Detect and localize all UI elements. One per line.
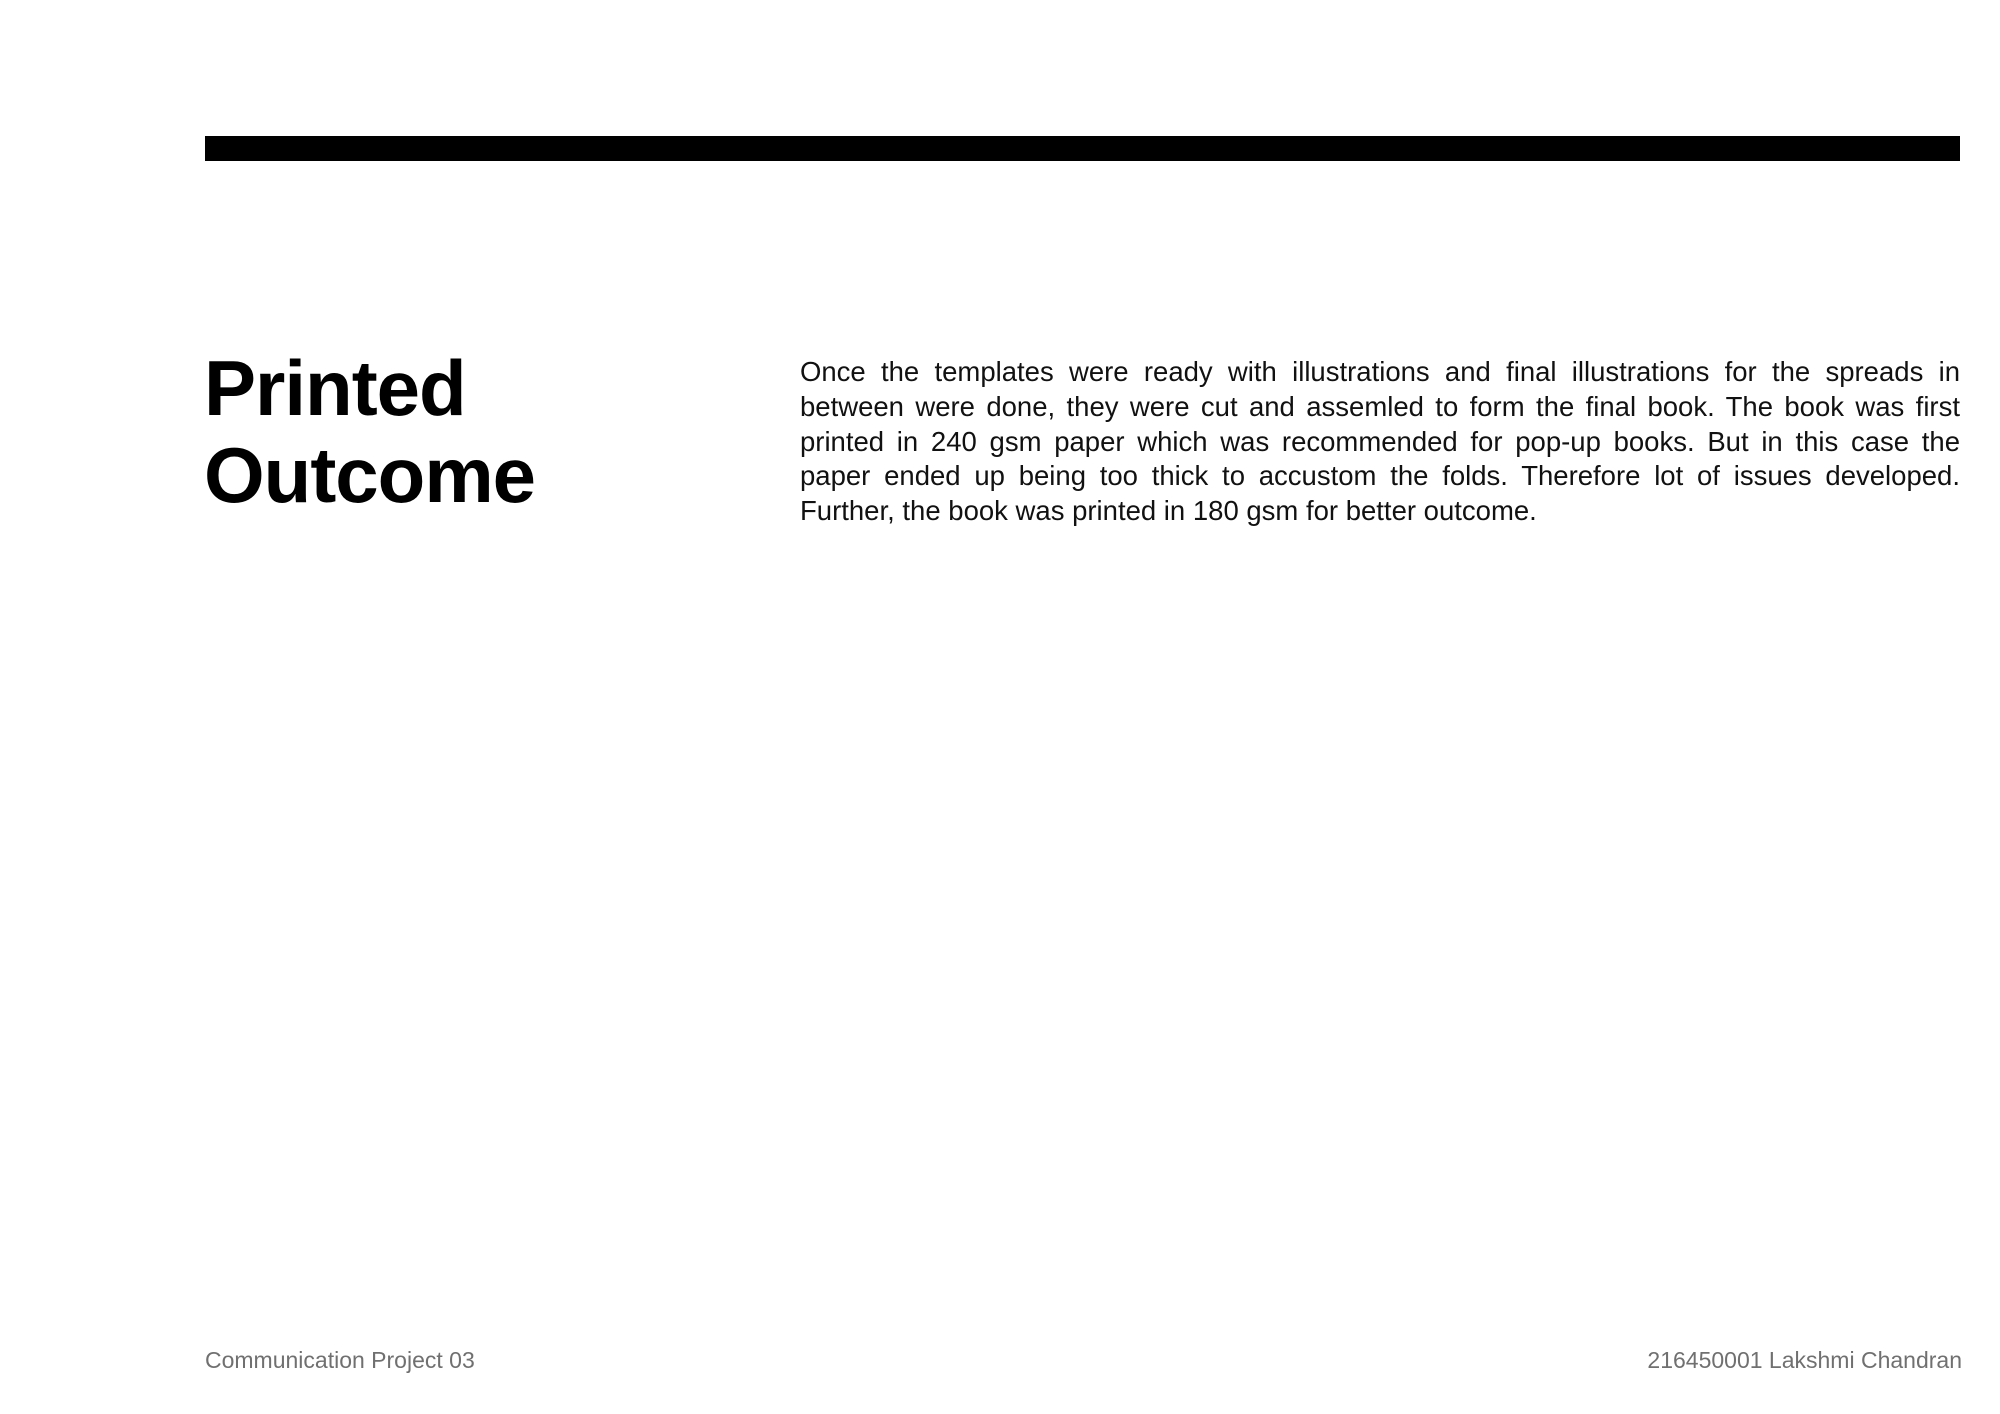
header-rule [205, 136, 1960, 161]
footer-author: 216450001 Lakshmi Chandran [1647, 1347, 1962, 1373]
page-title-line-2: Outcome [204, 431, 536, 519]
body-paragraph: Once the templates were ready with illustrations and final illustrations for the spreads in between were done, they were cut and assemled to form the final book. The book was first printed in 240 gsm paper which was recommended for pop-up books. But in this case the paper ended up being too thick to accustom the folds. Therefore lot of issues developed. Further, the book was printed in 180 gsm for better outcome. [800, 356, 1960, 527]
page-title-line-1: Printed [204, 344, 466, 432]
footer-project-name: Communication Project 03 [205, 1347, 475, 1373]
page-title [204, 345, 724, 519]
